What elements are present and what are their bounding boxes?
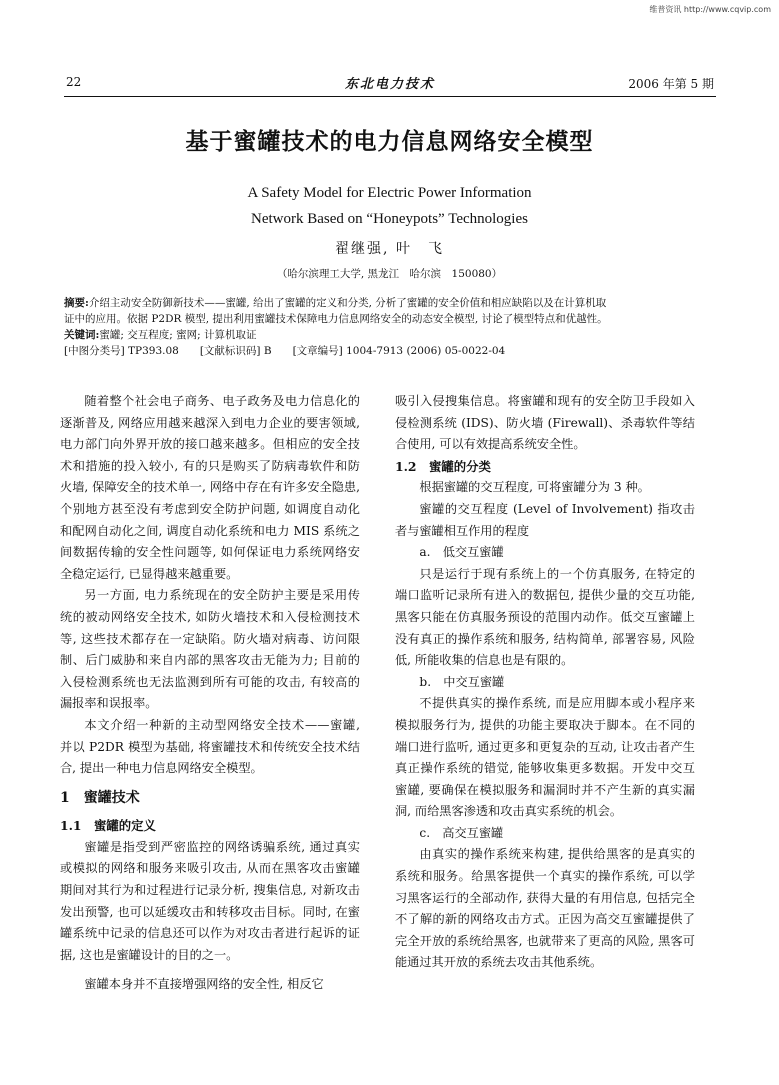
- affiliation: （哈尔滨理工大学, 黑龙江 哈尔滨 150080）: [276, 268, 503, 280]
- abstract: [64, 295, 714, 359]
- classification-line: [中图分类号] TP393.08 [文献标识码] B [文章编号] 1004-7913 (2006) 05-0022-04: [64, 345, 506, 357]
- authors: 翟继强, 叶 飞: [335, 241, 444, 257]
- list-heading-a: a. 低交互蜜罐: [419, 545, 504, 560]
- section-heading: 1 蜜罐技术: [60, 789, 140, 806]
- paragraph: 蜜罐是指受到严密监控的网络诱骗系统, 通过真实或模拟的网络和服务来吸引攻击, 从而在黑客攻击蜜罐期间对其行为和过程进行记录分析, 搜集信息, 对新攻击发出预警, 也可以延缓攻击和转移攻击目标。同时, 在蜜罐系统中记录的信息还可以作为对攻击者进行起诉的证据, 这也是蜜罐设计的目的之一。: [60, 839, 360, 962]
- header-rule: [64, 96, 716, 97]
- title-en-line2: Network Based on “Honeypots” Technologies: [251, 211, 528, 227]
- keywords-text: 蜜罐; 交互程度; 蜜网; 计算机取证: [99, 329, 257, 341]
- page-number: 22: [66, 75, 82, 89]
- title-en-line1: A Safety Model for Electric Power Information: [247, 185, 532, 201]
- keywords-line: [64, 327, 714, 343]
- paper-title-en: [0, 180, 779, 232]
- watermark: 维普资讯 http://www.cqvip.com: [649, 5, 771, 14]
- subsection-heading: 1.1 蜜罐的定义: [60, 818, 156, 834]
- paragraph: 由真实的操作系统来构建, 提供给黑客的是真实的系统和服务。给黑客提供一个真实的操作系统, 可以学习黑客运行的全部动作, 获得大量的有用信息, 包括完全不了解的新的网络攻击方式。正因为高交互蜜罐提供了完全开放的系统给黑客, 也就带来了更高的风险, 黑客可能通过其开放的系统去攻击其他系统。: [395, 847, 695, 970]
- abstract-text1: 介绍主动安全防御新技术——蜜罐, 给出了蜜罐的定义和分类, 分析了蜜罐的安全价值和相应缺陷以及在计算机取: [88, 297, 607, 309]
- subsection-heading: 1.2 蜜罐的分类: [395, 458, 491, 474]
- paragraph: 吸引入侵搜集信息。将蜜罐和现有的安全防卫手段如入侵检测系统 (IDS)、防火墙 (Firewall)、杀毒软件等结合使用, 可以有效提高系统安全性。: [395, 394, 695, 452]
- list-heading-b: b. 中交互蜜罐: [419, 674, 505, 689]
- journal-name: 东北电力技术: [344, 77, 435, 92]
- keywords-label: 关键词:: [64, 329, 100, 341]
- paragraph: 蜜罐的交互程度 (Level of Involvement) 指攻击者与蜜罐相互作用的程度: [395, 501, 695, 538]
- paragraph: 只是运行于现有系统上的一个仿真服务, 在特定的端口监听记录所有进入的数据包, 提供少量的交互功能, 黑客只能在仿真服务预设的范围内动作。低交互蜜罐上没有真正的操作系统和服务, 结构简单, 部署容易, 风险低, 所能收集的信息也是有限的。: [395, 566, 695, 668]
- paragraph: 另一方面, 电力系统现在的安全防护主要是采用传统的被动网络安全技术, 如防火墙技术和入侵检测技术等, 这些技术都存在一定缺陷。防火墙对病毒、访问限制、后门威胁和来自内部的黑客攻击无能为力; 目前的入侵检测系统也无法监测到所有可能的攻击, 有较高的漏报率和误报率。: [60, 588, 360, 711]
- paragraph: 随着整个社会电子商务、电子政务及电力信息化的逐渐普及, 网络应用越来越深入到电力企业的要害领域, 电力部门向外界开放的接口越来越多。但相应的安全技术和措施的投入较小, 有的只是购买了防病毒软件和防火墙, 保障安全的技术单一, 网络中存在有许多安全隐患, 个别地方甚至没有考虑到安全防护问题, 如调度自动化和配网自动化之间, 调度自动化系统和电力 MIS 系统之间数据传输的安全性问题等, 如何保证电力系统网络安全稳定运行, 已显得越来越重要。: [60, 394, 360, 581]
- abstract-line2: 证中的应用。依据 P2DR 模型, 提出利用蜜罐技术保障电力信息网络安全的动态安全模型, 讨论了模型特点和优越性。: [64, 313, 608, 325]
- abstract-label: 摘要:: [64, 297, 89, 309]
- running-header: [66, 75, 714, 95]
- paragraph: 根据蜜罐的交互程度, 可将蜜罐分为 3 种。: [419, 480, 650, 495]
- paragraph: 不提供真实的操作系统, 而是应用脚本或小程序来模拟服务行为, 提供的功能主要取决于脚本。在不同的端口进行监听, 通过更多和更复杂的互动, 让攻击者产生真正操作系统的错觉, 能够收集更多数据。开发中交互蜜罐, 要确保在模拟服务和漏洞时并不产生新的真实漏洞, 而给黑客渗透和攻击真实系统的机会。: [395, 696, 695, 819]
- right-column: [395, 391, 695, 974]
- issue-info: 2006 年第 5 期: [628, 77, 714, 91]
- list-heading-c: c. 高交互蜜罐: [419, 825, 504, 840]
- left-column: [60, 391, 360, 996]
- paragraph: 蜜罐本身并不直接增强网络的安全性, 相反它: [84, 977, 324, 992]
- paper-title-zh: 基于蜜罐技术的电力信息网络安全模型: [185, 128, 594, 155]
- paragraph: 本文介绍一种新的主动型网络安全技术——蜜罐, 并以 P2DR 模型为基础, 将蜜罐技术和传统安全技术结合, 提出一种电力信息网络安全模型。: [60, 717, 360, 776]
- abstract-line1: [64, 295, 714, 311]
